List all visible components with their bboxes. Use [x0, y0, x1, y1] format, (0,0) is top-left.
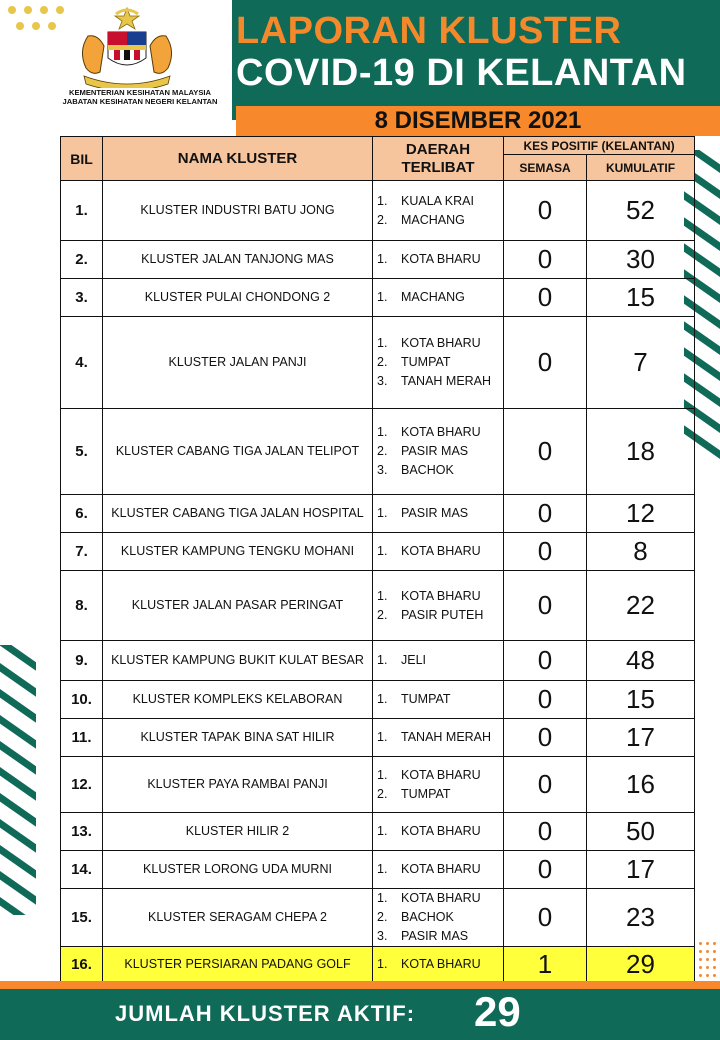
district-index: 2. — [377, 607, 388, 622]
dot — [699, 966, 702, 969]
table-row — [61, 409, 695, 495]
table-row — [61, 533, 695, 571]
district-name: KOTA BHARU — [401, 588, 481, 603]
row-number: 12. — [61, 757, 103, 813]
header-semasa: SEMASA — [504, 155, 587, 181]
table-row — [61, 889, 695, 947]
dot — [699, 942, 702, 945]
dot — [713, 950, 716, 953]
row-number: 2. — [61, 241, 103, 279]
footer-accent-bar — [0, 981, 720, 989]
current-cases: 0 — [504, 533, 587, 571]
district-list — [373, 947, 504, 983]
table-row — [61, 719, 695, 757]
current-cases: 0 — [504, 813, 587, 851]
district-name: KUALA KRAI — [401, 193, 474, 208]
district-item — [377, 288, 503, 307]
district-item — [377, 461, 503, 480]
district-item — [377, 353, 503, 372]
row-number: 8. — [61, 571, 103, 641]
row-number: 14. — [61, 851, 103, 889]
dot — [706, 958, 709, 961]
district-name: KOTA BHARU — [401, 544, 481, 558]
district-item — [377, 587, 503, 606]
district-list — [373, 757, 504, 813]
district-name: KOTA BHARU — [401, 957, 481, 971]
district-index: 1. — [377, 252, 388, 266]
decorative-dots — [8, 6, 78, 36]
cluster-name: KLUSTER JALAN PANJI — [103, 317, 373, 409]
district-list — [373, 241, 504, 279]
page-subtitle: COVID-19 DI KELANTAN — [236, 52, 687, 94]
district-index: 3. — [377, 463, 388, 477]
cluster-name: KLUSTER KAMPUNG BUKIT KULAT BESAR — [103, 641, 373, 681]
table-row — [61, 681, 695, 719]
dot — [706, 950, 709, 953]
cumulative-cases: 22 — [587, 571, 695, 641]
district-name: PASIR MAS — [401, 929, 469, 943]
cluster-name: KLUSTER KAMPUNG TENGKU MOHANI — [103, 533, 373, 571]
district-index: 1. — [377, 425, 388, 439]
district-name: TUMPAT — [401, 786, 451, 801]
table-row — [61, 851, 695, 889]
table-row — [61, 757, 695, 813]
cumulative-cases: 50 — [587, 813, 695, 851]
header-daerah-terlibat: DAERAH TERLIBAT — [373, 137, 504, 181]
district-index: 2. — [377, 444, 388, 458]
table-row — [61, 813, 695, 851]
district-list — [373, 317, 504, 409]
district-name: KOTA BHARU — [401, 425, 481, 439]
current-cases: 0 — [504, 317, 587, 409]
current-cases: 0 — [504, 409, 587, 495]
header-kes-positif: KES POSITIF (KELANTAN) — [504, 137, 695, 155]
decorative-orange-dots — [697, 940, 719, 980]
district-item — [377, 606, 503, 625]
row-number: 11. — [61, 719, 103, 757]
dot — [706, 974, 709, 977]
district-list — [373, 571, 504, 641]
district-index: 1. — [377, 544, 388, 558]
district-name: KOTA BHARU — [401, 767, 481, 782]
row-number: 7. — [61, 533, 103, 571]
district-item — [377, 766, 503, 785]
header-nama-kluster: NAMA KLUSTER — [103, 137, 373, 181]
cluster-name: KLUSTER CABANG TIGA JALAN HOSPITAL — [103, 495, 373, 533]
row-number: 1. — [61, 181, 103, 241]
ministry-name: KEMENTERIAN KESIHATAN MALAYSIA JABATAN KESIHATAN NEGERI KELANTAN — [62, 88, 218, 106]
table-row — [61, 181, 695, 241]
cumulative-cases: 18 — [587, 409, 695, 495]
cluster-name: KLUSTER PERSIARAN PADANG GOLF — [103, 947, 373, 983]
cumulative-cases: 48 — [587, 641, 695, 681]
row-number: 15. — [61, 889, 103, 947]
district-item — [377, 504, 503, 523]
table-row — [61, 571, 695, 641]
current-cases: 0 — [504, 719, 587, 757]
district-index: 2. — [377, 355, 388, 369]
header-logo-panel — [0, 0, 232, 120]
district-name: TUMPAT — [401, 692, 451, 706]
district-name: KOTA BHARU — [401, 252, 481, 266]
current-cases: 0 — [504, 495, 587, 533]
row-number: 10. — [61, 681, 103, 719]
row-number: 13. — [61, 813, 103, 851]
cluster-table — [60, 136, 695, 983]
table-row — [61, 495, 695, 533]
district-index: 1. — [377, 290, 388, 304]
district-index: 1. — [377, 957, 388, 971]
district-index: 3. — [377, 929, 388, 943]
district-item — [377, 442, 503, 461]
cumulative-cases: 17 — [587, 851, 695, 889]
district-list — [373, 495, 504, 533]
cumulative-cases: 7 — [587, 317, 695, 409]
district-name: MACHANG — [401, 290, 465, 304]
district-index: 2. — [377, 212, 388, 227]
cluster-name: KLUSTER JALAN PASAR PERINGAT — [103, 571, 373, 641]
coat-of-arms-icon — [70, 6, 184, 88]
cumulative-cases: 17 — [587, 719, 695, 757]
current-cases: 0 — [504, 571, 587, 641]
district-item — [377, 423, 503, 442]
current-cases: 0 — [504, 641, 587, 681]
dot — [706, 942, 709, 945]
district-index: 1. — [377, 730, 388, 744]
district-item — [377, 651, 503, 670]
cluster-name: KLUSTER KOMPLEKS KELABORAN — [103, 681, 373, 719]
district-name: TANAH MERAH — [401, 374, 492, 388]
district-item — [377, 860, 503, 879]
current-cases: 0 — [504, 889, 587, 947]
decorative-stripes-left — [0, 645, 36, 915]
cluster-name: KLUSTER HILIR 2 — [103, 813, 373, 851]
district-name: MACHANG — [401, 212, 465, 227]
current-cases: 0 — [504, 757, 587, 813]
cumulative-cases: 8 — [587, 533, 695, 571]
district-item — [377, 822, 503, 841]
table-row — [61, 317, 695, 409]
district-index: 1. — [377, 193, 388, 208]
row-number: 6. — [61, 495, 103, 533]
dot — [713, 974, 716, 977]
district-item — [377, 192, 503, 211]
district-item — [377, 908, 503, 927]
dot — [713, 966, 716, 969]
cumulative-cases: 29 — [587, 947, 695, 983]
total-active-clusters-label: JUMLAH KLUSTER AKTIF: — [115, 1001, 416, 1026]
district-item — [377, 785, 503, 804]
district-index: 3. — [377, 374, 388, 388]
district-index: 1. — [377, 588, 388, 603]
header-bil: BIL — [61, 137, 103, 181]
row-number: 16. — [61, 947, 103, 983]
current-cases: 0 — [504, 279, 587, 317]
district-index: 1. — [377, 653, 388, 667]
cumulative-cases: 16 — [587, 757, 695, 813]
district-item — [377, 211, 503, 230]
district-item — [377, 542, 503, 561]
district-list — [373, 719, 504, 757]
row-number: 4. — [61, 317, 103, 409]
district-item — [377, 955, 503, 974]
district-list — [373, 409, 504, 495]
cumulative-cases: 52 — [587, 181, 695, 241]
row-number: 9. — [61, 641, 103, 681]
cluster-name: KLUSTER INDUSTRI BATU JONG — [103, 181, 373, 241]
district-list — [373, 851, 504, 889]
header-kumulatif: KUMULATIF — [587, 155, 695, 181]
district-list — [373, 889, 504, 947]
district-list — [373, 813, 504, 851]
district-name: BACHOK — [401, 463, 454, 477]
district-name: PASIR MAS — [401, 506, 469, 520]
page-title: LAPORAN KLUSTER — [236, 10, 622, 52]
dot — [706, 966, 709, 969]
district-list — [373, 681, 504, 719]
district-index: 1. — [377, 336, 388, 350]
district-name: TANAH MERAH — [401, 730, 492, 744]
report-date: 8 DISEMBER 2021 — [236, 106, 720, 136]
total-active-clusters-count: 29 — [474, 988, 521, 1035]
current-cases: 1 — [504, 947, 587, 983]
cumulative-cases: 15 — [587, 681, 695, 719]
current-cases: 0 — [504, 241, 587, 279]
table-row — [61, 241, 695, 279]
dot — [699, 950, 702, 953]
district-index: 1. — [377, 862, 388, 876]
district-name: BACHOK — [401, 910, 454, 924]
cumulative-cases: 23 — [587, 889, 695, 947]
district-name: JELI — [401, 653, 427, 667]
cumulative-cases: 12 — [587, 495, 695, 533]
row-number: 3. — [61, 279, 103, 317]
district-item — [377, 690, 503, 709]
cluster-name: KLUSTER SERAGAM CHEPA 2 — [103, 889, 373, 947]
district-item — [377, 250, 503, 269]
row-number: 5. — [61, 409, 103, 495]
district-index: 1. — [377, 891, 388, 905]
current-cases: 0 — [504, 181, 587, 241]
district-index: 1. — [377, 767, 388, 782]
dot — [699, 958, 702, 961]
district-index: 2. — [377, 910, 388, 924]
dot — [699, 974, 702, 977]
current-cases: 0 — [504, 851, 587, 889]
dot — [713, 942, 716, 945]
district-name: PASIR MAS — [401, 444, 469, 458]
dot — [713, 958, 716, 961]
district-list — [373, 641, 504, 681]
cumulative-cases: 30 — [587, 241, 695, 279]
district-list — [373, 533, 504, 571]
table-row — [61, 947, 695, 983]
district-index: 1. — [377, 824, 388, 838]
district-list — [373, 181, 504, 241]
cluster-name: KLUSTER PAYA RAMBAI PANJI — [103, 757, 373, 813]
district-name: TUMPAT — [401, 355, 451, 369]
district-item — [377, 372, 503, 391]
district-name: KOTA BHARU — [401, 891, 481, 905]
district-name: KOTA BHARU — [401, 824, 481, 838]
cluster-name: KLUSTER JALAN TANJONG MAS — [103, 241, 373, 279]
district-item — [377, 889, 503, 908]
cluster-name: KLUSTER TAPAK BINA SAT HILIR — [103, 719, 373, 757]
table-row — [61, 279, 695, 317]
district-index: 1. — [377, 692, 388, 706]
cluster-name: KLUSTER PULAI CHONDONG 2 — [103, 279, 373, 317]
district-item — [377, 927, 503, 946]
district-name: PASIR PUTEH — [401, 607, 484, 622]
cluster-name: KLUSTER LORONG UDA MURNI — [103, 851, 373, 889]
district-index: 1. — [377, 506, 388, 520]
district-item — [377, 334, 503, 353]
table-row — [61, 641, 695, 681]
cumulative-cases: 15 — [587, 279, 695, 317]
current-cases: 0 — [504, 681, 587, 719]
district-name: KOTA BHARU — [401, 336, 481, 350]
district-index: 2. — [377, 786, 388, 801]
district-list — [373, 279, 504, 317]
district-item — [377, 728, 503, 747]
cluster-name: KLUSTER CABANG TIGA JALAN TELIPOT — [103, 409, 373, 495]
district-name: KOTA BHARU — [401, 862, 481, 876]
